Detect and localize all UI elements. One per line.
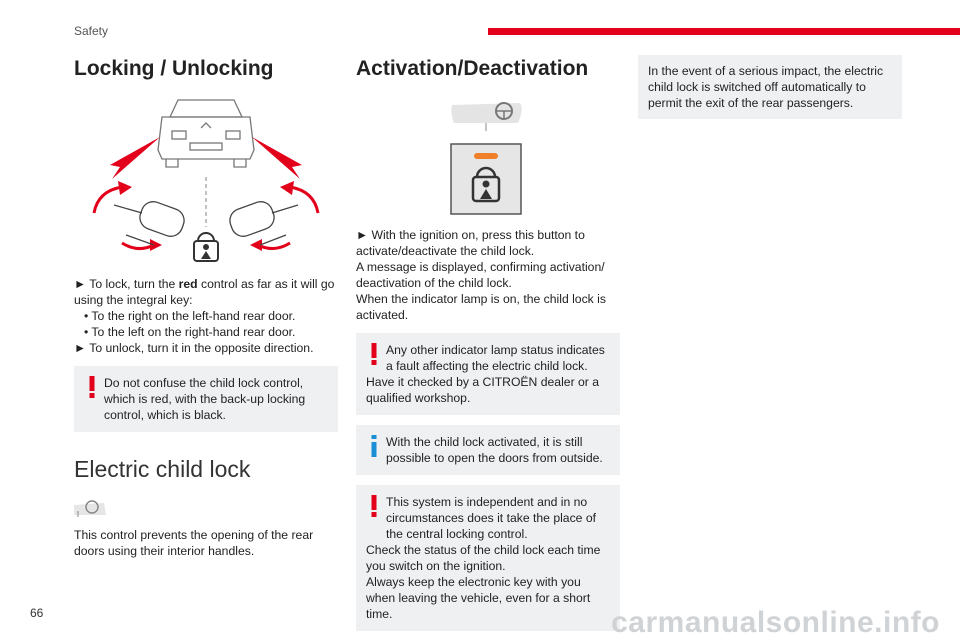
- footer-watermark: carmanualsonline.info: [611, 606, 940, 639]
- lock-bullets: [74, 308, 338, 340]
- activation-message: A message is displayed, confirming activation/ deactivation of the child lock.: [356, 260, 605, 290]
- lock-instruction: ► To lock, turn the red control as far as it will go using the integral key:: [74, 277, 335, 307]
- info-note-outside: With the child lock activated, it is still possible to open the doors from outside.: [356, 425, 620, 475]
- unlock-instruction: ► To unlock, turn it in the opposite direction.: [74, 341, 314, 355]
- warning-exclamation-icon: [368, 343, 380, 365]
- warning-note-independent: This system is independent and in no circumstances does it take the place of the central locking control. Check the status of the child lock each time you switch on the ignition. Always keep the electronic key with you when leaving the vehicle, even for a short time.: [356, 485, 620, 631]
- steering-wheel-location-icon: [74, 495, 110, 519]
- title-activation: Activation/Deactivation: [356, 57, 589, 80]
- warning-exclamation-icon: [368, 495, 380, 517]
- column-locking: [74, 55, 338, 559]
- info-icon: [368, 435, 380, 457]
- header-accent-bar: [488, 28, 960, 35]
- title-electric-child-lock: Electric child lock: [74, 456, 251, 482]
- impact-note: In the event of a serious impact, the electric child lock is switched off automatically to permit the exit of the rear passengers.: [638, 55, 902, 119]
- bullet-left-door: • To the right on the left-hand rear door.: [84, 309, 296, 323]
- indicator-lamp: [474, 153, 498, 159]
- warning-note-lock: Do not confuse the child lock control, which is red, with the back-up locking control, which is black.: [74, 366, 338, 432]
- child-lock-symbol-icon: [194, 233, 218, 261]
- electric-lock-description: This control prevents the opening of the rear doors using their interior handles.: [74, 528, 314, 558]
- page-number: 66: [30, 606, 44, 620]
- column-impact: [638, 55, 902, 119]
- section-header: Safety: [74, 24, 109, 38]
- dashboard-location-icon: [450, 99, 526, 133]
- activation-step: ► With the ignition on, press this button to activate/deactivate the child lock.: [356, 228, 585, 258]
- child-lock-button-icon: [450, 143, 522, 215]
- child-lock-key-illustration: [74, 95, 338, 265]
- bullet-right-door: • To the left on the right-hand rear door.: [84, 325, 296, 339]
- column-activation: [356, 55, 620, 631]
- activation-indicator-text: When the indicator lamp is on, the child lock is activated.: [356, 292, 606, 322]
- warning-note-fault: Any other indicator lamp status indicates a fault affecting the electric child lock. Have it checked by a CITROËN dealer or a qualified workshop.: [356, 333, 620, 415]
- warning-exclamation-icon: [86, 376, 98, 398]
- title-locking: Locking / Unlocking: [74, 57, 274, 80]
